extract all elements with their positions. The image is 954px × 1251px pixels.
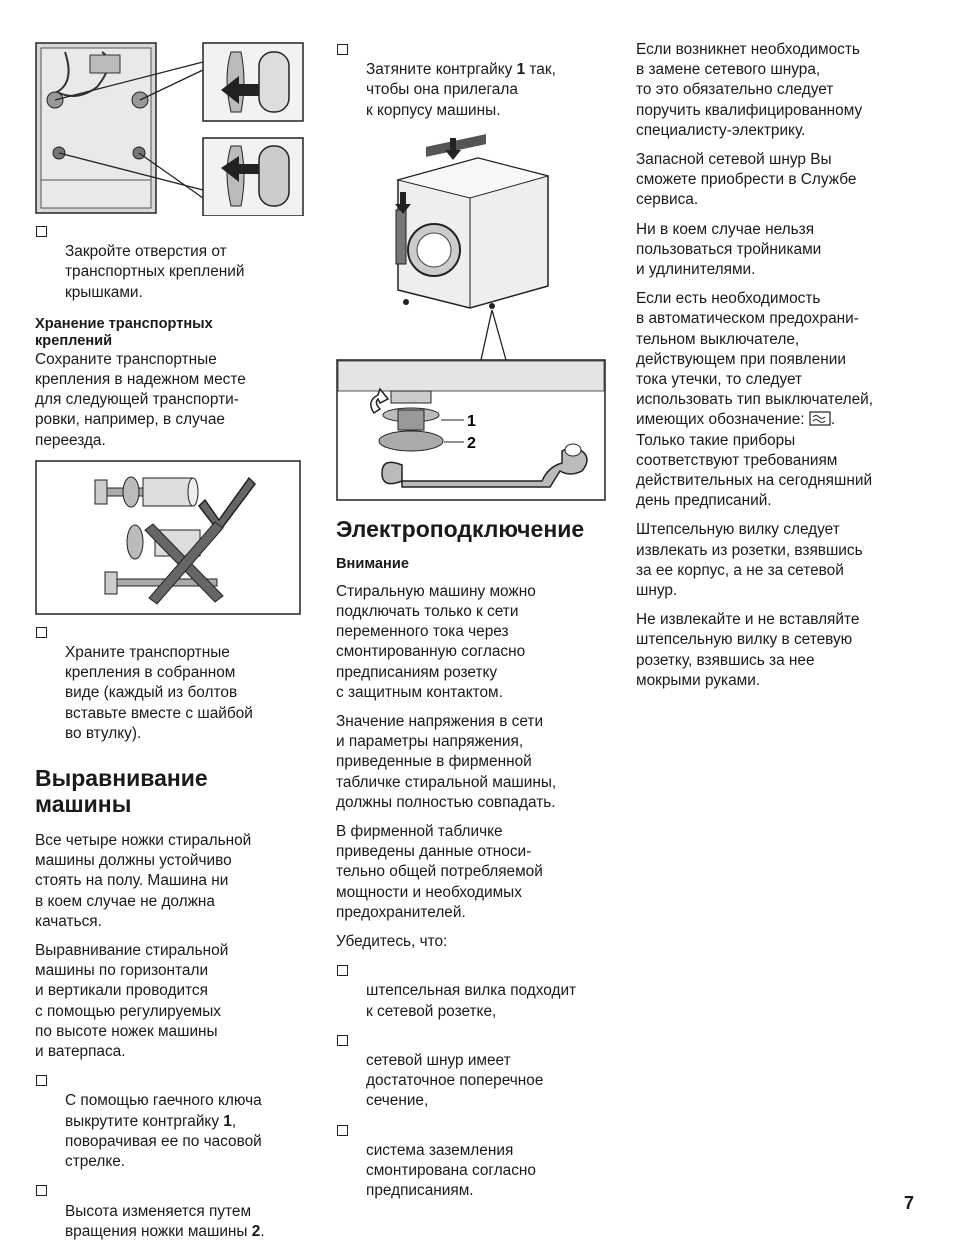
list-item-text: С помощью гаечного ключа выкрутите контргайку <box>65 1092 262 1130</box>
page-number: 7 <box>904 1193 915 1213</box>
list-item-close-holes <box>35 222 305 303</box>
list-item-text-end: так, чтобы она прилегала к корпусу машины. <box>366 61 556 119</box>
electro-paragraph-3: В фирменной табличке приведены данные относи- тельно общей потребляемой мощности и необходимых предохранителей. <box>336 823 543 921</box>
attention-heading: Внимание <box>336 555 409 572</box>
list-item-store-bolts <box>35 623 305 744</box>
list-item-text: Закройте отверстия от транспортных креплений крышками. <box>65 243 245 301</box>
leveling-heading: Выравнивание машины <box>35 765 208 818</box>
check-item-grounding <box>336 1121 608 1202</box>
list-item-text: Высота изменяется путем вращения ножки машины <box>65 1202 252 1240</box>
checkbox-icon <box>337 1035 348 1046</box>
cord-replacement-paragraph: Если возникнет необходимость в замене сетевого шнура, то это обязательно следует поручить квалифицированному специалисту-электрику. <box>636 41 863 139</box>
transport-covers-illustration <box>35 40 305 216</box>
list-item-height <box>35 1181 305 1242</box>
spare-cord-paragraph: Запасной сетевой шнур Вы сможете приобрести в Службе сервиса. <box>636 151 857 209</box>
checkbox-icon <box>36 1075 47 1086</box>
check-item-cord <box>336 1031 608 1112</box>
checkbox-icon <box>337 965 348 976</box>
list-item-text: система заземления смонтирована согласно предписаниям. <box>366 1141 536 1200</box>
list-item-text-end: . <box>260 1222 265 1240</box>
column-2 <box>336 40 608 1211</box>
list-item-text: штепсельная вилка подходит к сетевой розетке, <box>366 982 577 1020</box>
list-item-text-end: , поворачивая ее по часовой стрелке. <box>65 1112 262 1171</box>
checkbox-icon <box>337 1125 348 1136</box>
locknut-number: 1 <box>516 61 526 79</box>
column-3 <box>636 40 921 700</box>
figure-transport-covers <box>35 40 305 216</box>
check-item-plug <box>336 961 608 1022</box>
leveling-paragraph-2: Выравнивание стиральной машины по горизонтали и вертикали проводится с помощью регулируемых по высоте ножек машины и ватерпаса. <box>35 942 229 1061</box>
transport-bolts-illustration <box>35 460 302 616</box>
foot-number: 2 <box>251 1222 261 1240</box>
no-extension-paragraph: Ни в коем случае нельзя пользоваться тройниками и удлинителями. <box>636 220 822 279</box>
storage-heading: Хранение транспортных креплений <box>35 315 213 349</box>
locknut-number: 1 <box>223 1112 232 1130</box>
storage-text: Сохраните транспортные крепления в надежном месте для следующей транспорти- ровки, например, в случае переезда. <box>35 350 246 449</box>
wet-hands-paragraph: Не извлекайте и не вставляйте штепсельную вилку в сетевую розетку, взявшись за нее мокрыми руками. <box>636 611 860 689</box>
list-item-text: Затяните контргайку <box>366 61 517 79</box>
rcd-text-end: . Только такие приборы соответствуют требованиям действительных на сегодняшний день предписаний. <box>636 411 873 510</box>
figure-transport-bolts <box>35 460 305 618</box>
checkbox-icon <box>36 627 47 638</box>
electrical-connection-heading: Электроподключение <box>336 515 585 542</box>
rcd-symbol-icon <box>809 411 831 426</box>
ensure-text: Убедитесь, что: <box>336 933 448 951</box>
figure-leveling-feet <box>336 130 608 502</box>
checkbox-icon <box>337 44 348 55</box>
leveling-paragraph-1: Все четыре ножки стиральной машины должны устойчиво стоять на полу. Машина ни в коем случае не должна качаться. <box>35 832 252 930</box>
checkbox-icon <box>36 1185 47 1196</box>
figure-label-2: 2 <box>467 434 476 452</box>
list-item-text: сетевой шнур имеет достаточное поперечное сечение, <box>366 1052 544 1110</box>
column-1 <box>35 40 305 1251</box>
list-item-wrench <box>35 1071 305 1172</box>
figure-label-1: 1 <box>467 412 476 430</box>
list-item-tighten <box>336 40 608 121</box>
list-item-text: Храните транспортные крепления в собранном виде (каждый из болтов вставьте вместе с шайбой во втулку). <box>65 644 253 742</box>
rcd-text: Если есть необходимость в автоматическом предохрани- тельном выключателе, действующем при появлении тока утечки, то следует использовать тип выключателей, имеющих обозначение: <box>636 290 874 429</box>
electro-paragraph-2: Значение напряжения в сети и параметры напряжения, приведенные в фирменной табличке стиральной машины, должны полностью совпадать. <box>336 713 557 811</box>
leveling-feet-illustration <box>336 130 608 502</box>
rcd-paragraph <box>636 289 921 511</box>
checkbox-icon <box>36 226 47 237</box>
electro-paragraph-1: Стиральную машину можно подключать только к сети переменного тока через смонтированную согласно предписаниям розетку с защитным контактом. <box>336 582 536 701</box>
plug-removal-paragraph: Штепсельную вилку следует извлекать из розетки, взявшись за ее корпус, а не за сетевой шнур. <box>636 521 863 600</box>
